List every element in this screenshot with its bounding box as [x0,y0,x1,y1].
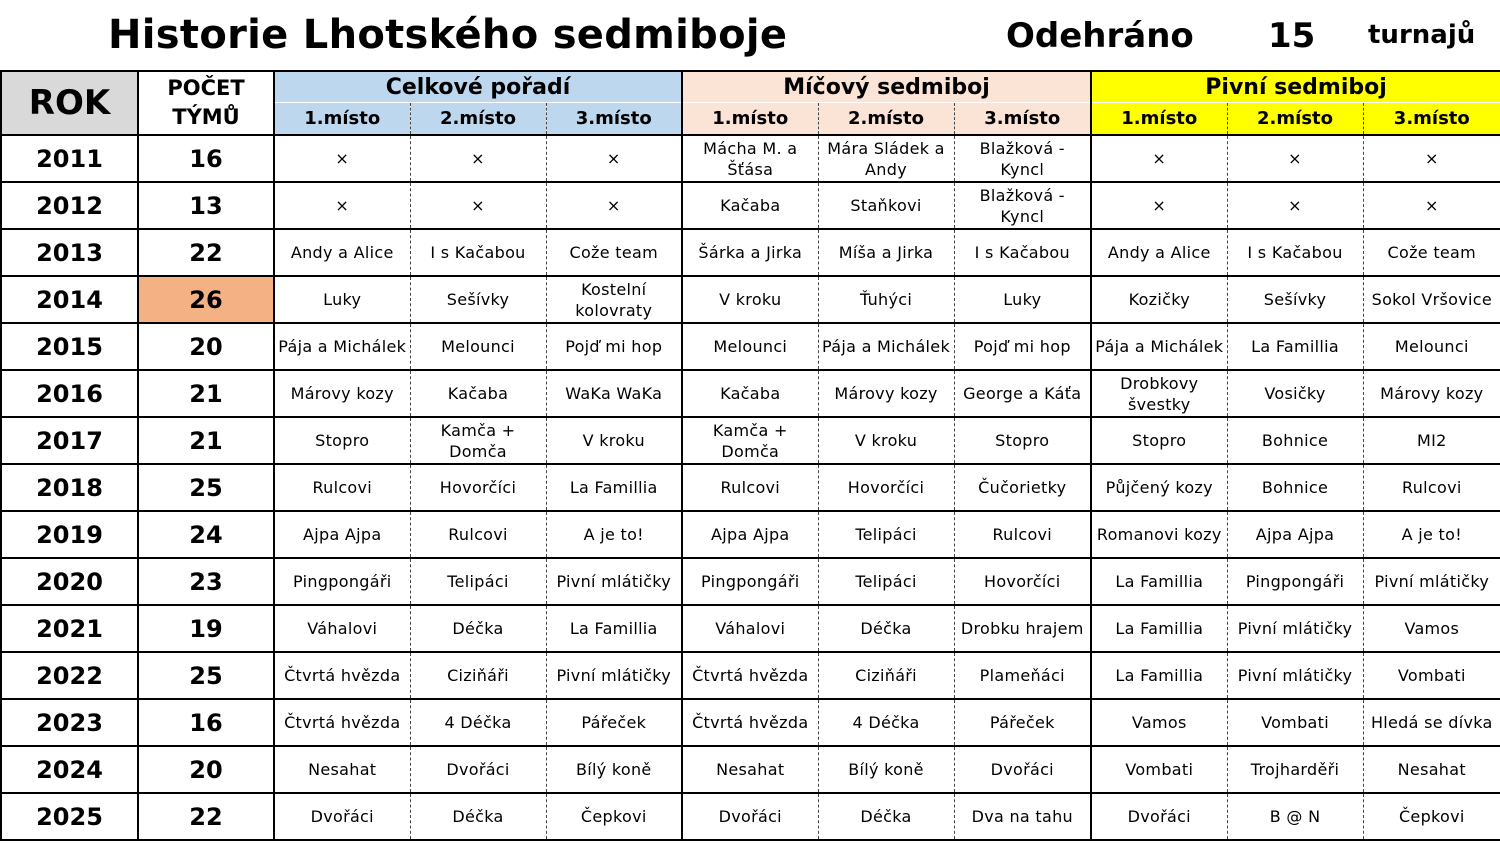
result-cell-ball-1: Dvořáci [682,793,818,840]
result-cell-ball-2: Mára Sládek a Andy [818,135,954,182]
year-cell: 2022 [1,652,138,699]
page-title: Historie Lhotského sedmiboje [108,12,788,58]
history-table [0,70,1500,841]
result-cell-beer-2: Pingpongáři [1227,558,1363,605]
result-cell-beer-1: Dvořáci [1091,793,1227,840]
result-cell-ball-1: Kamča + Domča [682,417,818,464]
result-cell-overall-3: Cože team [546,229,682,276]
table-row [1,370,1500,417]
result-cell-beer-2: Bohnice [1227,464,1363,511]
result-cell-overall-2: Rulcovi [410,511,546,558]
result-cell-beer-3: × [1363,135,1500,182]
place-header-beer-2: 2.místo [1227,103,1363,136]
place-header-ball-1: 1.místo [682,103,818,136]
result-cell-beer-3: Márovy kozy [1363,370,1500,417]
result-cell-beer-2: Sešívky [1227,276,1363,323]
result-cell-beer-1: Romanovi kozy [1091,511,1227,558]
team-count-cell: 16 [138,699,274,746]
table-row [1,323,1500,370]
result-cell-beer-2: Bohnice [1227,417,1363,464]
result-cell-beer-3: MI2 [1363,417,1500,464]
result-cell-overall-1: Rulcovi [274,464,410,511]
place-header-beer-3: 3.místo [1363,103,1500,136]
result-cell-ball-3: Pojď mi hop [954,323,1091,370]
table-row [1,182,1500,229]
year-cell: 2016 [1,370,138,417]
title-bar [0,0,1500,70]
table-row [1,464,1500,511]
result-cell-overall-3: × [546,135,682,182]
result-cell-ball-1: Ajpa Ajpa [682,511,818,558]
result-cell-beer-3: A je to! [1363,511,1500,558]
team-count-cell: 13 [138,182,274,229]
result-cell-ball-2: V kroku [818,417,954,464]
result-cell-overall-3: Pivní mlátičky [546,558,682,605]
result-cell-overall-2: Sešívky [410,276,546,323]
team-count-header-line2: TÝMŮ [172,105,240,129]
result-cell-beer-2: Vombati [1227,699,1363,746]
played-label: Odehráno [1006,16,1194,56]
place-header-overall-1: 1.místo [274,103,410,136]
table-row [1,558,1500,605]
team-count-cell: 22 [138,793,274,840]
result-cell-ball-3: Dvořáci [954,746,1091,793]
team-count-cell: 16 [138,135,274,182]
team-count-cell: 25 [138,652,274,699]
table-row [1,229,1500,276]
result-cell-ball-2: Staňkovi [818,182,954,229]
result-cell-ball-1: Čtvrtá hvězda [682,699,818,746]
result-cell-overall-2: Kačaba [410,370,546,417]
result-cell-overall-1: × [274,135,410,182]
result-cell-beer-3: Vombati [1363,652,1500,699]
result-cell-overall-1: Ajpa Ajpa [274,511,410,558]
result-cell-ball-1: Pingpongáři [682,558,818,605]
result-cell-overall-3: V kroku [546,417,682,464]
result-cell-overall-3: Pojď mi hop [546,323,682,370]
place-header-overall-2: 2.místo [410,103,546,136]
result-cell-beer-1: Kozičky [1091,276,1227,323]
result-cell-overall-2: 4 Déčka [410,699,546,746]
result-cell-ball-2: Márovy kozy [818,370,954,417]
year-cell: 2013 [1,229,138,276]
result-cell-ball-2: Telipáci [818,511,954,558]
result-cell-ball-3: Čučorietky [954,464,1091,511]
result-cell-beer-1: Andy a Alice [1091,229,1227,276]
result-cell-overall-3: La Famillia [546,464,682,511]
result-cell-overall-2: Dvořáci [410,746,546,793]
team-count-cell: 26 [138,276,274,323]
result-cell-ball-3: Pářeček [954,699,1091,746]
team-count-cell: 23 [138,558,274,605]
result-cell-ball-3: Drobku hrajem [954,605,1091,652]
result-cell-beer-1: Vombati [1091,746,1227,793]
result-cell-overall-2: × [410,135,546,182]
year-cell: 2011 [1,135,138,182]
result-cell-ball-2: Ciziňáři [818,652,954,699]
result-cell-overall-1: Nesahat [274,746,410,793]
result-cell-beer-2: × [1227,182,1363,229]
result-cell-ball-2: Ťuhýci [818,276,954,323]
year-cell: 2015 [1,323,138,370]
result-cell-ball-1: Váhalovi [682,605,818,652]
result-cell-beer-1: Půjčený kozy [1091,464,1227,511]
team-count-cell: 19 [138,605,274,652]
result-cell-overall-3: Bílý koně [546,746,682,793]
team-count-column-header [138,71,274,135]
result-cell-ball-3: George a Káťa [954,370,1091,417]
result-cell-ball-2: 4 Déčka [818,699,954,746]
team-count-cell: 21 [138,370,274,417]
place-header-overall-3: 3.místo [546,103,682,136]
result-cell-ball-1: Šárka a Jirka [682,229,818,276]
result-cell-overall-2: Hovorčíci [410,464,546,511]
played-unit: turnajů [1368,20,1476,50]
year-cell: 2014 [1,276,138,323]
result-cell-overall-1: Andy a Alice [274,229,410,276]
result-cell-beer-1: Pája a Michálek [1091,323,1227,370]
result-cell-overall-1: Čtvrtá hvězda [274,652,410,699]
year-cell: 2020 [1,558,138,605]
result-cell-beer-3: Nesahat [1363,746,1500,793]
result-cell-ball-3: Rulcovi [954,511,1091,558]
place-header-beer-1: 1.místo [1091,103,1227,136]
table-row [1,652,1500,699]
result-cell-ball-2: Míša a Jirka [818,229,954,276]
result-cell-overall-2: Déčka [410,605,546,652]
place-header-ball-3: 3.místo [954,103,1091,136]
result-cell-ball-2: Telipáci [818,558,954,605]
result-cell-overall-2: Telipáci [410,558,546,605]
result-cell-ball-1: Melounci [682,323,818,370]
result-cell-overall-3: × [546,182,682,229]
result-cell-overall-2: I s Kačabou [410,229,546,276]
result-cell-beer-3: × [1363,182,1500,229]
result-cell-overall-1: Čtvrtá hvězda [274,699,410,746]
result-cell-ball-1: Kačaba [682,370,818,417]
result-cell-overall-3: A je to! [546,511,682,558]
result-cell-beer-3: Čepkovi [1363,793,1500,840]
result-cell-ball-1: V kroku [682,276,818,323]
team-count-cell: 24 [138,511,274,558]
result-cell-overall-1: Pája a Michálek [274,323,410,370]
year-cell: 2017 [1,417,138,464]
table-row [1,276,1500,323]
result-cell-ball-3: Blažková - Kyncl [954,182,1091,229]
team-count-header-line1: POČET [167,76,245,100]
result-cell-overall-2: Déčka [410,793,546,840]
result-cell-beer-1: Drobkovy švestky [1091,370,1227,417]
result-cell-beer-1: La Famillia [1091,652,1227,699]
result-cell-ball-2: Pája a Michálek [818,323,954,370]
table-row [1,699,1500,746]
result-cell-beer-2: Pivní mlátičky [1227,652,1363,699]
result-cell-ball-1: Mácha M. a Šťása [682,135,818,182]
result-cell-beer-1: × [1091,135,1227,182]
result-cell-ball-2: Déčka [818,793,954,840]
result-cell-overall-3: Čepkovi [546,793,682,840]
group-header-beer: Pivní sedmiboj [1091,71,1500,103]
result-cell-beer-2: Ajpa Ajpa [1227,511,1363,558]
year-cell: 2023 [1,699,138,746]
result-cell-beer-1: × [1091,182,1227,229]
year-cell: 2021 [1,605,138,652]
result-cell-overall-1: Dvořáci [274,793,410,840]
group-header-ball: Míčový sedmiboj [682,71,1091,103]
played-count: 15 [1268,16,1316,56]
result-cell-ball-3: Plameňáci [954,652,1091,699]
result-cell-overall-3: Pivní mlátičky [546,652,682,699]
result-cell-beer-3: Sokol Vršovice [1363,276,1500,323]
result-cell-beer-2: B @ N [1227,793,1363,840]
table-row [1,793,1500,840]
result-cell-overall-1: Stopro [274,417,410,464]
year-cell: 2024 [1,746,138,793]
year-column-header: ROK [1,71,138,135]
result-cell-overall-3: La Famillia [546,605,682,652]
result-cell-overall-2: × [410,182,546,229]
result-cell-overall-3: Kostelní kolovraty [546,276,682,323]
result-cell-beer-2: La Famillia [1227,323,1363,370]
team-count-cell: 25 [138,464,274,511]
result-cell-overall-1: × [274,182,410,229]
result-cell-ball-3: Hovorčíci [954,558,1091,605]
result-cell-overall-1: Luky [274,276,410,323]
result-cell-overall-3: Pářeček [546,699,682,746]
result-cell-beer-2: I s Kačabou [1227,229,1363,276]
result-cell-ball-3: Luky [954,276,1091,323]
team-count-cell: 20 [138,323,274,370]
result-cell-ball-1: Čtvrtá hvězda [682,652,818,699]
result-cell-overall-1: Márovy kozy [274,370,410,417]
result-cell-beer-1: La Famillia [1091,558,1227,605]
result-cell-beer-1: La Famillia [1091,605,1227,652]
group-header-overall: Celkové pořadí [274,71,682,103]
result-cell-beer-3: Pivní mlátičky [1363,558,1500,605]
result-cell-beer-3: Melounci [1363,323,1500,370]
result-cell-ball-1: Nesahat [682,746,818,793]
result-cell-overall-1: Váhalovi [274,605,410,652]
result-cell-ball-1: Rulcovi [682,464,818,511]
result-cell-beer-3: Rulcovi [1363,464,1500,511]
result-cell-overall-1: Pingpongáři [274,558,410,605]
result-cell-ball-2: Hovorčíci [818,464,954,511]
result-cell-beer-1: Stopro [1091,417,1227,464]
table-row [1,135,1500,182]
result-cell-overall-2: Ciziňáři [410,652,546,699]
result-cell-beer-1: Vamos [1091,699,1227,746]
result-cell-ball-3: Blažková - Kyncl [954,135,1091,182]
result-cell-overall-3: WaKa WaKa [546,370,682,417]
result-cell-ball-2: Bílý koně [818,746,954,793]
table-row [1,417,1500,464]
result-cell-overall-2: Melounci [410,323,546,370]
result-cell-overall-2: Kamča + Domča [410,417,546,464]
team-count-cell: 21 [138,417,274,464]
team-count-cell: 20 [138,746,274,793]
result-cell-ball-1: Kačaba [682,182,818,229]
table-row [1,746,1500,793]
year-cell: 2025 [1,793,138,840]
result-cell-beer-2: Pivní mlátičky [1227,605,1363,652]
result-cell-beer-3: Vamos [1363,605,1500,652]
team-count-cell: 22 [138,229,274,276]
result-cell-beer-2: Trojharděři [1227,746,1363,793]
result-cell-beer-3: Hledá se dívka [1363,699,1500,746]
year-cell: 2019 [1,511,138,558]
result-cell-beer-2: × [1227,135,1363,182]
result-cell-ball-3: I s Kačabou [954,229,1091,276]
table-row [1,511,1500,558]
year-cell: 2018 [1,464,138,511]
year-cell: 2012 [1,182,138,229]
result-cell-ball-2: Déčka [818,605,954,652]
table-row [1,605,1500,652]
result-cell-ball-3: Stopro [954,417,1091,464]
result-cell-beer-2: Vosičky [1227,370,1363,417]
place-header-ball-2: 2.místo [818,103,954,136]
result-cell-beer-3: Cože team [1363,229,1500,276]
result-cell-ball-3: Dva na tahu [954,793,1091,840]
